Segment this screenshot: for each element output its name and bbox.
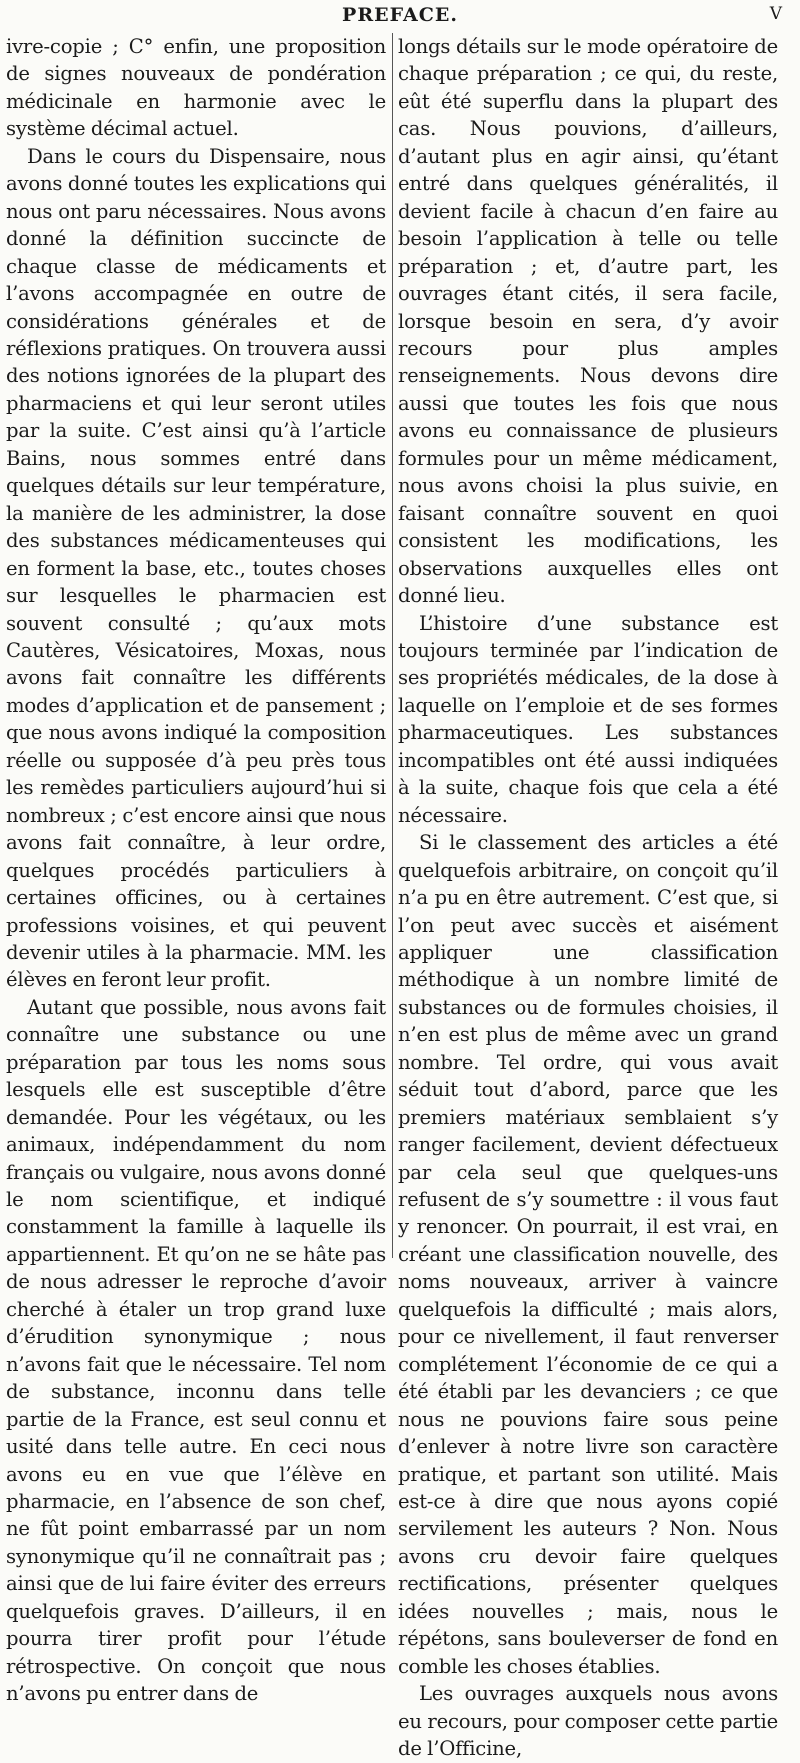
running-title: PREFACE. [342, 4, 458, 26]
paragraph: Les ouvrages auxquels nous avons eu recours, pour composer cette partie de l’Officine, [398, 1682, 778, 1761]
paragraph: ivre-copie ; C° enfin, une proposition de signes nouveaux de pondération médicinale en harmonie avec le système décimal actuel. [6, 35, 386, 141]
paragraph: L’histoire d’une substance est toujours terminée par l’indication de ses propriétés médicales, de la dose à laquelle on l’emploie et de ses formes pharmaceutiques. Les substances incompatibles ont été aussi indiquées à la suite, chaque fois que cela a été nécessaire. [398, 611, 778, 827]
paragraph: Autant que possible, nous avons fait connaître une substance ou une préparation par tous les noms sous lesquels elle est susceptible d’être demandée. Pour les végétaux, ou les animaux, indépendamment du nom français ou vulgaire, nous avons donné le nom scientifique, et indiqué constamment la famille à laquelle ils appartiennent. Et qu’on ne se hâte pas de nous adresser le reproche d’avoir cherché à étaler un trop grand luxe d’érudition synonymique ; nous n’avons fait que le nécessaire. Tel nom de substance, inconnu dans telle partie de la France, est seul connu et usité dans telle autre. En ceci nous avons eu en vue que l’élève en pharmacie, en l’absence de son chef, ne fût point embarrassé par un nom synonymique qu’il ne connaîtrait pas ; ainsi que de lui faire éviter des erreurs quelquefois graves. D’ailleurs, il en pourra tirer profit pour l’étude rétrospective. On conçoit que nous n’avons pu entrer dans de [6, 995, 386, 1706]
paragraph: longs détails sur le mode opératoire de chaque préparation ; ce qui, du reste, eût été superflu dans la plupart des cas. Nous pouvions, d’ailleurs, d’autant plus en agir ainsi, qu’étant entré dans quelques généralités, il devient facile à chacun d’en faire au besoin l’application à telle ou telle préparation ; et, d’autre part, les ouvrages étant cités, il sera facile, lorsque besoin en sera, d’y avoir recours pour plus amples renseignements. Nous devons dire aussi que toutes les fois que nous avons eu connaissance de plusieurs formules pour un même médicament, nous avons choisi la plus suivie, en faisant connaître souvent en quoi consistent les modifications, les observations auxquelles elles ont donné lieu. [398, 35, 778, 608]
right-column [398, 33, 778, 1763]
paragraph: Dans le cours du Dispensaire, nous avons donné toutes les explications qui nous ont paru nécessaires. Nous avons donné la définition succincte de chaque classe de médicaments et l’avons accompagnée en outre de considérations générales et de réflexions pratiques. On trouvera aussi des notions ignorées de la plupart des pharmaciens et qui leur seront utiles par la suite. C’est ainsi qu’à l’article Bains, nous sommes entré dans quelques détails sur leur température, la manière de les administrer, la dose des substances médicamenteuses qui en forment la base, etc., toutes choses sur lesquelles le pharmacien est souvent consulté ; qu’aux mots Cautères, Vésicatoires, Moxas, nous avons fait connaître les différents modes d’application et de pansement ; que nous avons indiqué la composition réelle ou supposée d’à peu près tous les remèdes particuliers aujourd’hui si nombreux ; c’est encore ainsi que nous avons fait connaître, à leur ordre, quelques procédés particuliers à certaines officines, ou à certaines professions voisines, et qui peuvent devenir utiles à la pharmacie. MM. les élèves en feront leur profit. [6, 144, 386, 992]
page-number: V [769, 4, 782, 24]
column-divider [392, 33, 393, 1258]
page-header [0, 0, 800, 30]
left-column [6, 33, 386, 1708]
paragraph: Si le classement des articles a été quelquefois arbitraire, on conçoit qu’il n’a pu en être autrement. C’est que, si l’on peut avec succès et aisément appliquer une classification méthodique à un nombre limité de substances ou de formules choisies, il n’en est plus de même avec un grand nombre. Tel ordre, qui vous avait séduit tout d’abord, parce que les premiers matériaux semblaient s’y ranger facilement, devient défectueux par cela seul que quelques-uns refusent de s’y soumettre : il vous faut y renoncer. On pourrait, il est vrai, en créant une classification nouvelle, des noms nouveaux, arriver à vaincre quelquefois la difficulté ; mais alors, pour ce nivellement, il faut renverser complétement l’économie de ce qui a été établi par les devanciers ; ce que nous ne pouvions faire sous peine d’enlever à notre livre son caractère pratique, et partant son utilité. Mais est-ce à dire que nous ayons copié servilement les auteurs ? Non. Nous avons cru devoir faire quelques rectifications, présenter quelques idées nouvelles ; mais, nous le répétons, sans bouleverser de fond en comble les choses établies. [398, 831, 778, 1678]
